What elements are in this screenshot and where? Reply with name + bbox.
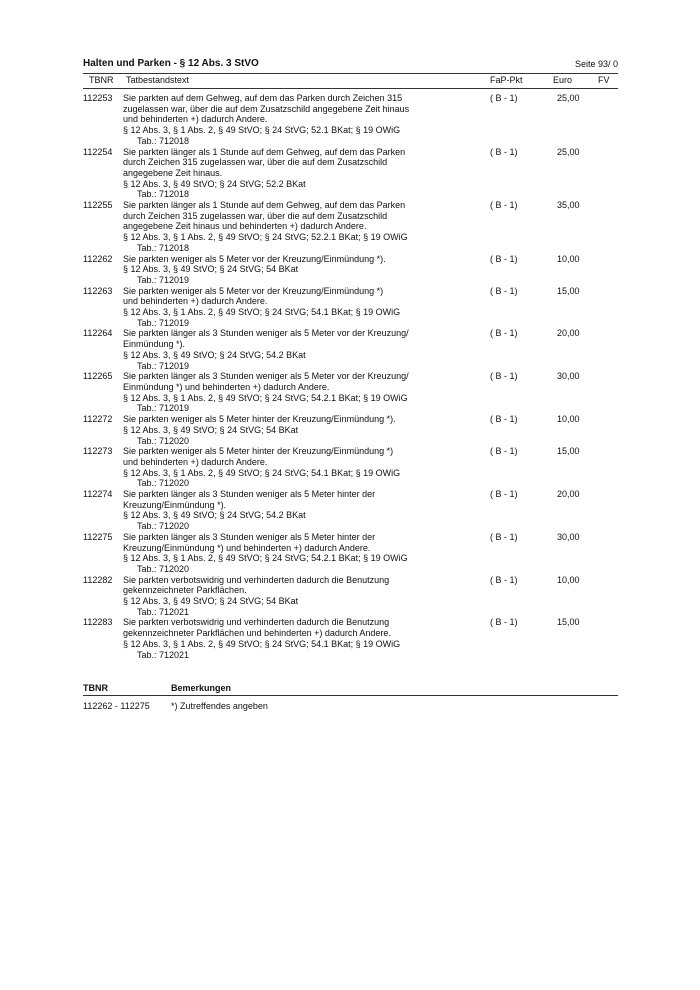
table-reference: Tab.: 712019 — [137, 403, 190, 414]
offense-text-cell — [123, 489, 433, 532]
table-reference: Tab.: 712020 — [137, 435, 190, 446]
tbnr-cell: 112265 — [83, 371, 113, 382]
offense-text-line: durch Zeichen 315 zugelassen war, über die auf dem Zusatzschild — [123, 157, 388, 168]
offense-text-line: Sie parkten länger als 3 Stunden weniger als 5 Meter hinter der — [123, 531, 376, 542]
legal-reference: § 12 Abs. 3, § 49 StVO; § 24 StVG; 54 BKat — [123, 264, 299, 275]
offense-text-line: Sie parkten weniger als 5 Meter vor der Kreuzung/Einmündung *) — [123, 285, 384, 296]
euro-amount-cell: 20,00 — [557, 489, 580, 500]
offense-text-cell — [123, 328, 433, 371]
offense-text-line: Sie parkten länger als 1 Stunde auf dem Gehweg, auf dem das Parken — [123, 200, 406, 211]
euro-amount-cell: 25,00 — [557, 93, 580, 103]
tbnr-cell: 112283 — [83, 617, 113, 628]
euro-amount-cell: 10,00 — [557, 414, 580, 425]
fap-points-cell: ( B - 1) — [490, 574, 518, 585]
table-reference: Tab.: 712019 — [137, 274, 190, 285]
offense-text-cell — [123, 254, 433, 286]
euro-amount-cell: 30,00 — [557, 371, 580, 382]
page-number: Seite 93/ 0 — [574, 59, 618, 69]
table-reference: Tab.: 712020 — [137, 521, 190, 532]
table-column-header — [83, 73, 618, 89]
fap-points-cell: ( B - 1) — [490, 489, 518, 500]
euro-amount-cell: 15,00 — [557, 617, 580, 628]
table-row — [83, 286, 618, 329]
table-row — [83, 414, 618, 446]
offense-text-cell — [123, 617, 433, 660]
tbnr-cell: 112253 — [83, 93, 113, 103]
offense-text-line: angegebene Zeit hinaus und behinderten +) dadurch Andere. — [123, 221, 367, 232]
offense-text-line: und behinderten +) dadurch Andere. — [123, 456, 268, 467]
offense-text-line: Sie parkten länger als 3 Stunden weniger als 5 Meter vor der Kreuzung/ — [123, 328, 409, 339]
table-row — [83, 575, 618, 618]
fap-points-cell: ( B - 1) — [490, 617, 518, 628]
tbnr-cell: 112263 — [83, 285, 113, 296]
fap-points-cell: ( B - 1) — [490, 371, 518, 382]
remark-text: *) Zutreffendes angeben — [171, 701, 268, 711]
offense-text-line: Sie parkten länger als 3 Stunden weniger als 5 Meter hinter der — [123, 489, 376, 500]
table-row — [83, 254, 618, 286]
tbnr-cell: 112275 — [83, 531, 113, 542]
fap-points-cell: ( B - 1) — [490, 285, 518, 296]
table-row — [83, 489, 618, 532]
table-reference: Tab.: 712019 — [137, 317, 190, 328]
table-reference: Tab.: 712019 — [137, 360, 190, 371]
page-header — [83, 58, 618, 72]
fap-points-cell: ( B - 1) — [490, 146, 518, 157]
legal-reference: § 12 Abs. 3, § 1 Abs. 2, § 49 StVO; § 24 StVG; 52.2.1 BKat; § 19 OWiG — [123, 232, 408, 243]
table-reference: Tab.: 712020 — [137, 563, 190, 574]
remark-range: 112262 - 112275 — [83, 701, 150, 711]
offense-text-cell — [123, 286, 433, 329]
table-row — [83, 371, 618, 414]
legal-reference: § 12 Abs. 3, § 49 StVO; § 24 StVG; 54 BKat — [123, 424, 299, 435]
offense-text-line: Sie parkten länger als 3 Stunden weniger als 5 Meter vor der Kreuzung/ — [123, 371, 409, 382]
offense-text-cell — [123, 414, 433, 446]
offense-text-line: Einmündung *) und behinderten +) dadurch Andere. — [123, 381, 330, 392]
offense-text-line: Einmündung *). — [123, 339, 186, 350]
euro-amount-cell: 25,00 — [557, 146, 580, 157]
legal-reference: § 12 Abs. 3, § 1 Abs. 2, § 49 StVO; § 24 StVG; 54.2.1 BKat; § 19 OWiG — [123, 392, 408, 403]
tbnr-cell: 112273 — [83, 446, 113, 457]
remarks-col-tbnr: TBNR — [83, 683, 108, 693]
fap-points-cell: ( B - 1) — [490, 328, 518, 339]
table-row — [83, 446, 618, 489]
tbnr-cell: 112255 — [83, 200, 113, 211]
col-text-header: Tatbestandstext — [126, 75, 190, 85]
table-reference: Tab.: 712018 — [137, 135, 190, 146]
euro-amount-cell: 35,00 — [557, 200, 580, 211]
offense-text-line: angegebene Zeit hinaus. — [123, 167, 223, 178]
offense-table — [83, 93, 618, 660]
tbnr-cell: 112262 — [83, 253, 113, 264]
tbnr-cell: 112264 — [83, 328, 113, 339]
remarks-col-text: Bemerkungen — [171, 683, 232, 693]
offense-text-cell — [123, 200, 433, 254]
offense-text-line: gekennzeichneter Parkflächen und behinderten +) dadurch Andere. — [123, 628, 391, 639]
table-row — [83, 147, 618, 201]
fap-points-cell: ( B - 1) — [490, 414, 518, 425]
table-reference: Tab.: 712018 — [137, 242, 190, 253]
table-row — [83, 328, 618, 371]
offense-text-cell — [123, 575, 433, 618]
offense-text-line: Kreuzung/Einmündung *). — [123, 499, 227, 510]
euro-amount-cell: 10,00 — [557, 253, 580, 264]
offense-text-line: und behinderten +) dadurch Andere. — [123, 114, 268, 125]
fap-points-cell: ( B - 1) — [490, 253, 518, 264]
offense-text-line: Sie parkten weniger als 5 Meter hinter der Kreuzung/Einmündung *) — [123, 446, 394, 457]
tbnr-cell: 112282 — [83, 574, 113, 585]
col-fv-header: FV — [598, 75, 610, 85]
offense-text-line: Sie parkten verbotswidrig und verhinderten dadurch die Benutzung — [123, 617, 390, 628]
table-row — [83, 200, 618, 254]
table-reference: Tab.: 712020 — [137, 478, 190, 489]
legal-reference: § 12 Abs. 3, § 1 Abs. 2, § 49 StVO; § 24 StVG; 54.1 BKat; § 19 OWiG — [123, 307, 401, 318]
offense-text-cell — [123, 371, 433, 414]
legal-reference: § 12 Abs. 3, § 1 Abs. 2, § 49 StVO; § 24 StVG; 54.2.1 BKat; § 19 OWiG — [123, 553, 408, 564]
fap-points-cell: ( B - 1) — [490, 93, 518, 103]
fap-points-cell: ( B - 1) — [490, 531, 518, 542]
offense-text-cell — [123, 532, 433, 575]
offense-text-line: Sie parkten weniger als 5 Meter hinter der Kreuzung/Einmündung *). — [123, 414, 396, 425]
table-reference: Tab.: 712021 — [137, 649, 190, 660]
col-euro-header: Euro — [553, 75, 573, 85]
legal-reference: § 12 Abs. 3, § 1 Abs. 2, § 49 StVO; § 24 StVG; 54.1 BKat; § 19 OWiG — [123, 638, 401, 649]
offense-text-cell — [123, 147, 433, 201]
table-row — [83, 617, 618, 660]
euro-amount-cell: 10,00 — [557, 574, 580, 585]
tbnr-cell: 112272 — [83, 414, 113, 425]
legal-reference: § 12 Abs. 3, § 49 StVO; § 24 StVG; 54.2 BKat — [123, 510, 306, 521]
euro-amount-cell: 20,00 — [557, 328, 580, 339]
document-title: Halten und Parken - § 12 Abs. 3 StVO — [83, 58, 259, 69]
tbnr-cell: 112274 — [83, 489, 113, 500]
legal-reference: § 12 Abs. 3, § 49 StVO; § 24 StVG; 54.2 BKat — [123, 349, 306, 360]
table-row — [83, 93, 618, 147]
fap-points-cell: ( B - 1) — [490, 200, 518, 211]
offense-text-line: und behinderten +) dadurch Andere. — [123, 296, 268, 307]
remarks-header — [83, 683, 618, 696]
euro-amount-cell: 30,00 — [557, 531, 580, 542]
legal-reference: § 12 Abs. 3, § 49 StVO; § 24 StVG; 52.2 BKat — [123, 178, 306, 189]
euro-amount-cell: 15,00 — [557, 446, 580, 457]
offense-text-cell — [123, 446, 433, 489]
offense-text-line: Sie parkten länger als 1 Stunde auf dem Gehweg, auf dem das Parken — [123, 146, 406, 157]
table-row — [83, 532, 618, 575]
offense-text-line: durch Zeichen 315 zugelassen war, über die auf dem Zusatzschild — [123, 210, 388, 221]
table-reference: Tab.: 712018 — [137, 189, 190, 200]
legal-reference: § 12 Abs. 3, § 49 StVO; § 24 StVG; 54 BKat — [123, 596, 299, 607]
fap-points-cell: ( B - 1) — [490, 446, 518, 457]
offense-text-line: Kreuzung/Einmündung *) und behinderten +) dadurch Andere. — [123, 542, 371, 553]
offense-text-line: Sie parkten verbotswidrig und verhinderten dadurch die Benutzung — [123, 574, 390, 585]
legal-reference: § 12 Abs. 3, § 1 Abs. 2, § 49 StVO; § 24 StVG; 52.1 BKat; § 19 OWiG — [123, 125, 401, 136]
euro-amount-cell: 15,00 — [557, 285, 580, 296]
offense-text-line: gekennzeichneter Parkflächen. — [123, 585, 247, 596]
legal-reference: § 12 Abs. 3, § 1 Abs. 2, § 49 StVO; § 24 StVG; 54.1 BKat; § 19 OWiG — [123, 467, 401, 478]
offense-text-cell — [123, 93, 433, 147]
col-tbnr-header: TBNR — [89, 75, 114, 85]
table-reference: Tab.: 712021 — [137, 606, 190, 617]
offense-text-line: Sie parkten auf dem Gehweg, auf dem das Parken durch Zeichen 315 — [123, 93, 403, 103]
offense-text-line: Sie parkten weniger als 5 Meter vor der Kreuzung/Einmündung *). — [123, 253, 386, 264]
col-fap-header: FaP-Pkt — [490, 75, 523, 85]
offense-text-line: zugelassen war, über die auf dem Zusatzschild angegebene Zeit hinaus — [123, 103, 410, 114]
tbnr-cell: 112254 — [83, 146, 113, 157]
